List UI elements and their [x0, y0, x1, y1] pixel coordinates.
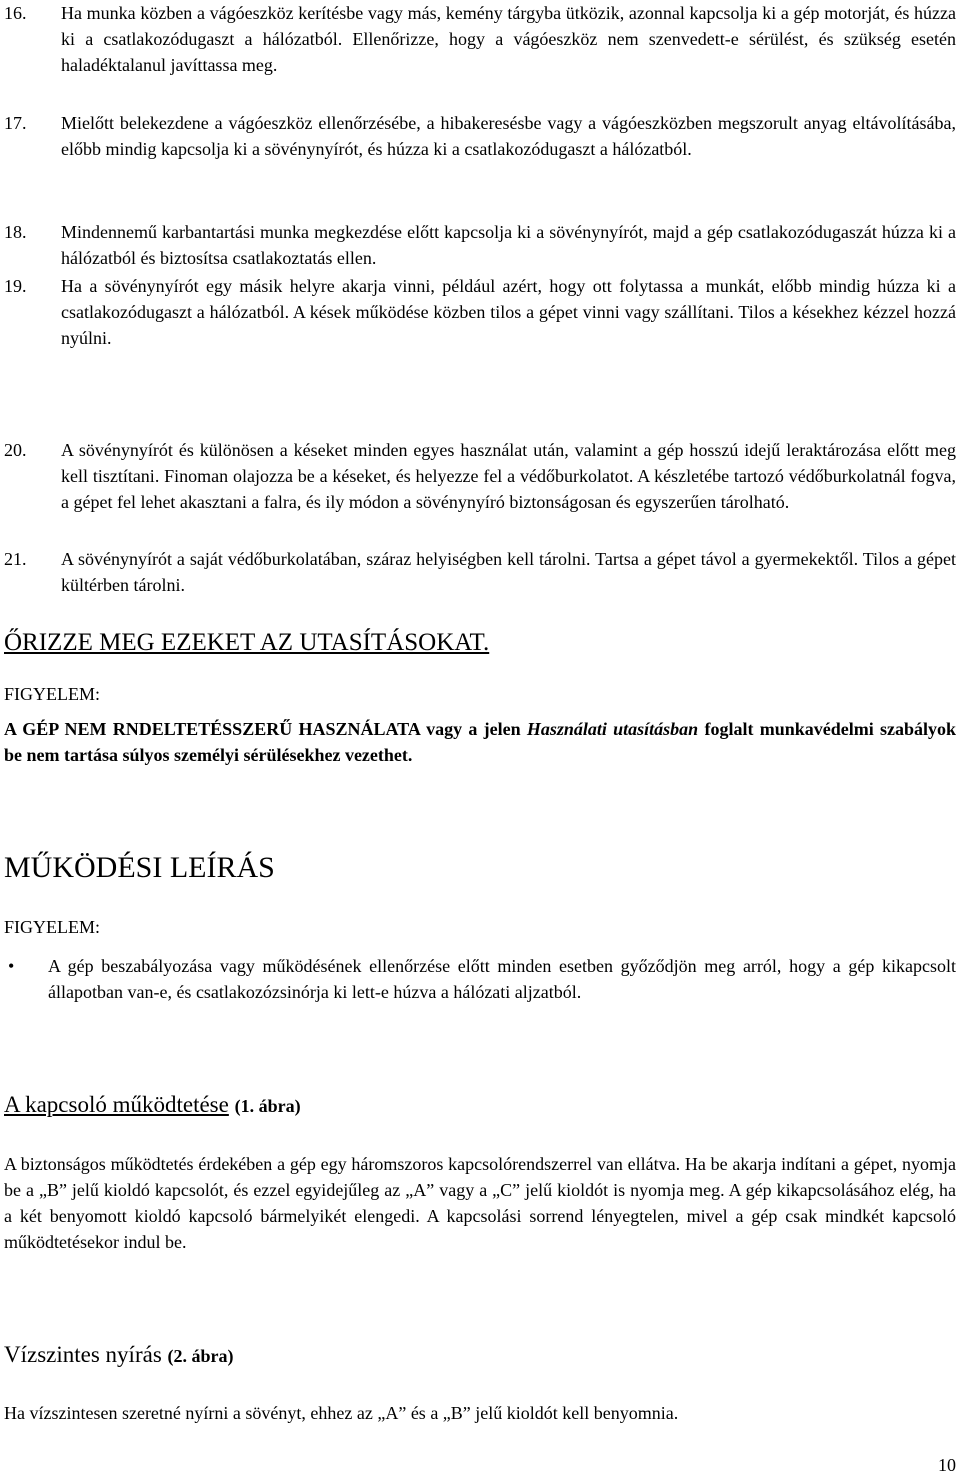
item-text: Ha a sövénynyírót egy másik helyre akarja vinni, például azért, hogy ott folytassa a munkát, előbb mindig húzza ki a csatlakozódugaszt a hálózatból. A kések működése közben tilos a gépet vinni vagy szállítani. Tilos a késekhez kézzel hozzá nyúlni. — [61, 276, 956, 348]
warning-text — [4, 716, 956, 768]
item-number: 18. — [4, 222, 27, 242]
warning-text-after: foglalt munkavédelmi szabályok be nem tartása súlyos személyi sérülésekhez vezethet. — [4, 719, 956, 765]
warning-label: FIGYELEM: — [4, 684, 100, 704]
item-text: A sövénynyírót a saját védőburkolatában, száraz helyiségben kell tárolni. Tartsa a gépet távol a gyermekektől. Tilos a gépet kültérben tárolni. — [61, 549, 956, 595]
list-item — [4, 546, 956, 598]
item-text: A sövénynyírót és különösen a késeket minden egyes használat után, valamint a gép hosszú idejű leraktározása előtt meg kell tisztítani. Finoman olajozza be a késeket, és helyezze fel a védőburkolatot. A készletébe tartozó védőburkolatnál fogva, a gépet fel lehet akasztani a falra, és ily módon a sövénynyíró biztonságosan és egyszerűen tárolható. — [61, 440, 956, 512]
section-title: MŰKÖDÉSI LEÍRÁS — [4, 851, 275, 884]
item-number: 21. — [4, 549, 27, 569]
item-number: 17. — [4, 113, 27, 133]
warning-label: FIGYELEM: — [4, 917, 100, 937]
page-number: 10 — [938, 1455, 956, 1475]
list-item — [4, 0, 956, 78]
keep-instructions-heading: ŐRIZZE MEG EZEKET AZ UTASÍTÁSOKAT. — [4, 629, 490, 656]
list-item — [4, 437, 956, 515]
list-item — [4, 219, 956, 271]
horizontal-heading-ref: (2. ábra) — [167, 1346, 234, 1366]
item-number: 20. — [4, 440, 27, 460]
switch-heading-title: A kapcsoló működtetése — [4, 1092, 229, 1117]
bullet-text: A gép beszabályozása vagy működésének ellenőrzése előtt minden esetben győződjön meg arról, hogy a gép kikapcsolt állapotban van-e, és csatlakozózsinórja ki lett-e húzva a hálózati aljzatból. — [48, 956, 956, 1002]
item-text: Mindennemű karbantartási munka megkezdése előtt kapcsolja ki a sövénynyírót, majd a gép csatlakozódugaszát húzza ki a hálózatból és biztosítsa csatlakoztatás ellen. — [61, 222, 956, 268]
item-number: 19. — [4, 276, 27, 296]
item-text: Mielőtt belekezdene a vágóeszköz ellenőrzésébe, a hibakeresésbe vagy a vágóeszközben megszorult anyag eltávolításába, előbb mindig kapcsolja ki a sövénynyírót, és húzza ki a csatlakozódugaszt a hálózatból. — [61, 113, 956, 159]
warning-text-before: A GÉP NEM RNDELTETÉSSZERŰ HASZNÁLATA vagy a jelen — [4, 719, 527, 739]
switch-text: A biztonságos működtetés érdekében a gép egy háromszoros kapcsolórendszerrel van ellátva. Ha be akarja indítani a gépet, nyomja be a „B” jelű kioldó kapcsolót, és ezzel egyidejűleg az „A” vagy a „C” jelű kioldót is nyomja meg. A gép kikapcsolásához elég, ha a két benyomott kioldó kapcsoló bármelyikét elengedi. A kapcsolási sorrend lényegtelen, mivel a gép csak mindkét kapcsoló működtetésekor indul be. — [4, 1154, 956, 1252]
list-item — [4, 273, 956, 351]
item-number: 16. — [4, 3, 27, 23]
list-item — [4, 110, 956, 162]
bullet-item — [4, 953, 956, 1005]
horizontal-heading-title: Vízszintes nyírás — [4, 1342, 162, 1367]
warning-text-italic: Használati utasításban — [526, 719, 699, 739]
horizontal-heading — [4, 1340, 956, 1371]
item-text: Ha munka közben a vágóeszköz kerítésbe vagy más, kemény tárgyba ütközik, azonnal kapcsolja ki a gép motorját, és húzza ki a csatlakozódugaszt a hálózatból. Ellenőrizze, hogy a vágóeszköz nem szenvedett-e sérülést, és szükség esetén haladéktalanul javíttassa meg. — [61, 3, 956, 75]
switch-heading-ref: (1. ábra) — [234, 1096, 301, 1116]
switch-heading — [4, 1090, 956, 1121]
bullet-icon: • — [8, 956, 15, 976]
horizontal-text: Ha vízszintesen szeretné nyírni a sövényt, ehhez az „A” és a „B” jelű kioldót kell benyomnia. — [4, 1403, 679, 1423]
